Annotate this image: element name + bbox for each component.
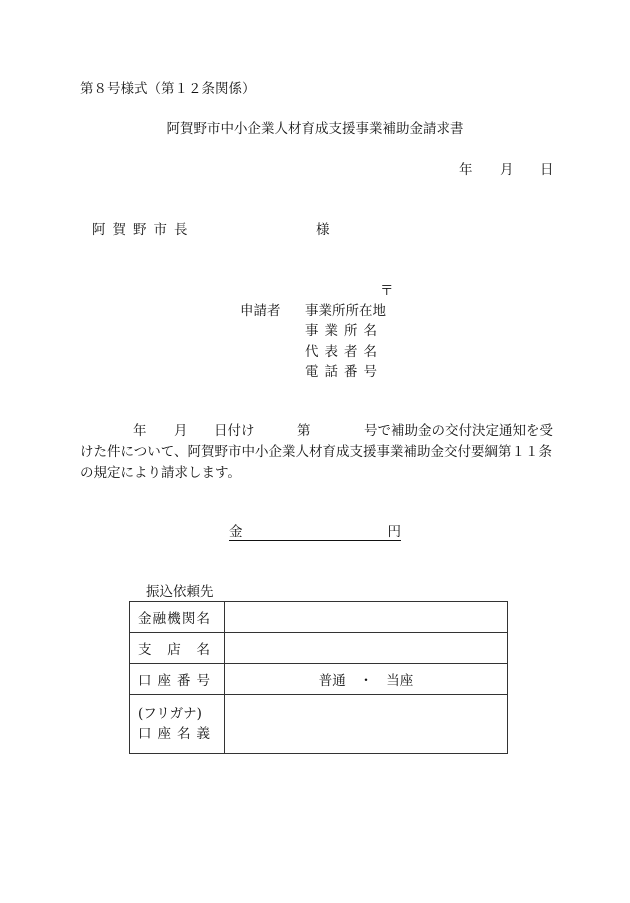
body-month: 月 (174, 423, 188, 439)
body-date-suffix: 日付け (214, 423, 255, 439)
field-phone (305, 364, 391, 380)
bank-caption: 振込依頼先 (146, 584, 214, 600)
table-row (130, 633, 508, 664)
body-line1: 号で補助金の交付決定通知を受 (364, 423, 553, 439)
postal-mark: 〒 (380, 283, 394, 299)
account-name-label (130, 695, 225, 754)
field-office-name (305, 323, 391, 339)
account-type-value: 普通 ・ 当座 (225, 664, 508, 695)
honorific: 様 (316, 222, 330, 238)
body-year: 年 (133, 423, 147, 439)
body-line3: の規定により請求します。 (80, 465, 241, 481)
field-label: 事業所所在地 (305, 303, 386, 319)
cell-text: 支 店 名 (138, 642, 210, 658)
institution-value (225, 602, 508, 633)
branch-value (225, 633, 508, 664)
field-label: 事 業 所 名 (305, 323, 377, 339)
amount-line (229, 524, 401, 541)
table-row (130, 695, 508, 754)
field-office-address (305, 303, 391, 319)
table-row (130, 664, 508, 695)
account-name-text: 口 座 名 義 (138, 726, 210, 742)
amount-prefix: 金 (229, 524, 243, 540)
cell-text: 金 融 機 関 名 (138, 611, 210, 627)
amount-suffix: 円 (387, 524, 401, 540)
field-representative (305, 344, 391, 360)
document-title: 阿賀野市中小企業人材育成支援事業補助金請求書 (166, 121, 464, 137)
branch-label (130, 633, 225, 664)
field-label: 代 表 者 名 (305, 344, 377, 360)
account-name-value (225, 695, 508, 754)
table-row (130, 602, 508, 633)
date-year-label: 年 (459, 162, 473, 178)
furigana-label: (フリガナ) (138, 706, 202, 722)
field-label: 電 話 番 号 (305, 364, 377, 380)
body-number-prefix: 第 (297, 423, 311, 439)
form-number: 第８号様式（第１２条関係） (80, 81, 256, 97)
addressee: 阿賀野市長 (92, 222, 195, 238)
bank-table (129, 601, 508, 754)
cell-text: 口 座 番 号 (138, 673, 210, 689)
institution-label (130, 602, 225, 633)
date-day-label: 日 (540, 162, 554, 178)
date-month-label: 月 (500, 162, 514, 178)
account-number-label (130, 664, 225, 695)
applicant-label: 申請者 (240, 303, 281, 319)
body-line2: けた件について、阿賀野市中小企業人材育成支援事業補助金交付要綱第１１条 (80, 444, 552, 460)
